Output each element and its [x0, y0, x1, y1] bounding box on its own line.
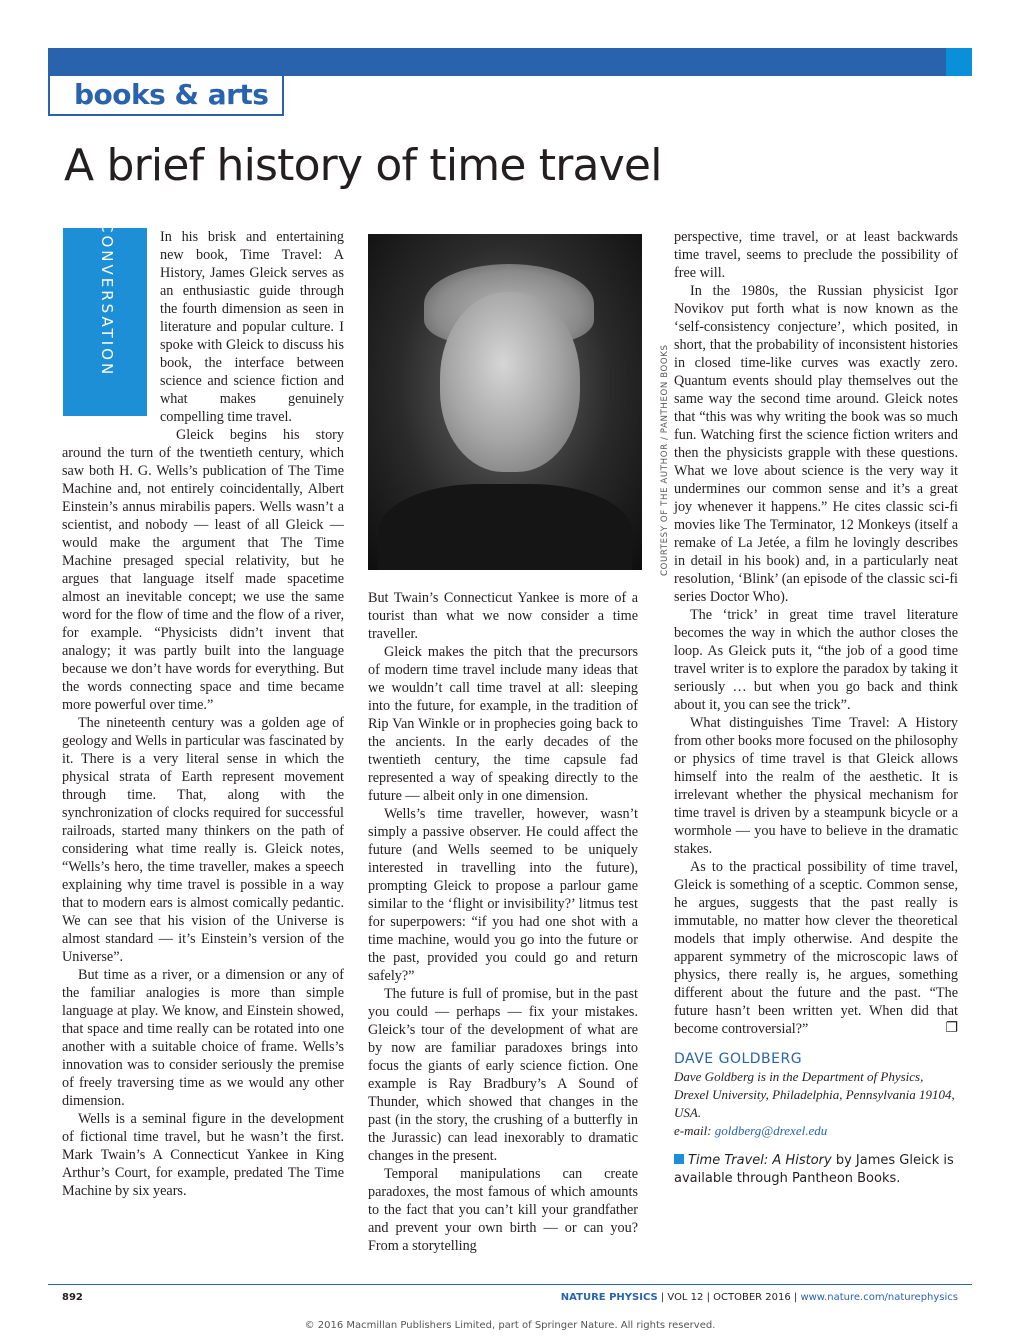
portrait-face — [440, 292, 580, 472]
paragraph: The ‘trick’ in great time travel literature becomes the way in which the author closes the loop. As Gleick puts it, “the job of a good time travel writer is to explore the paradox by taking it seriously … but when you go back and think about it, you can see the trick”. — [674, 607, 958, 713]
paragraph: But Twain’s Connecticut Yankee is more of a tourist than what we now consider a time traveller. — [368, 590, 638, 642]
paragraph: perspective, time travel, or at least backwards time travel, seems to preclude the possibility of free will. — [674, 229, 958, 281]
book-note — [674, 1152, 958, 1188]
photo-credit: COURTESY OF THE AUTHOR / PANTHEON BOOKS — [660, 344, 670, 576]
author-email-link[interactable]: goldberg@drexel.edu — [714, 1123, 828, 1138]
issue-info: | VOL 12 | OCTOBER 2016 | — [657, 1292, 801, 1303]
article-headline: A brief history of time travel — [64, 140, 662, 191]
paragraph — [674, 858, 958, 1038]
square-bullet-icon — [674, 1154, 684, 1164]
email-label: e-mail: — [674, 1123, 715, 1138]
journal-info — [561, 1292, 958, 1303]
copyright-notice: © 2016 Macmillan Publishers Limited, part of Springer Nature. All rights reserved. — [304, 1320, 716, 1331]
paragraph: Gleick begins his story around the turn of the twentieth century, which saw both H. G. Wells’s publication of The Time Machine and, not entirely coincidentally, Albert Einstein’s annus mirabilis papers. Wells wasn’t a scientist, and nobody — least of all Gleick — would make the argument that The Time Machine presaged special relativity, but he argues that language itself made spacetime almost an inevitable concept; we use the same word for the flow of time and the flow of a river, for example. “Physicists didn’t invent that analogy; it was partly built into the language because we don’t have words for everything. But the words connecting space and time became more powerful over time.” — [62, 427, 344, 713]
author-bio — [674, 1068, 958, 1140]
page-number: 892 — [62, 1292, 83, 1303]
book-title: Time Travel: A History — [688, 1153, 832, 1168]
paragraph: What distinguishes Time Travel: A History from other books more focused on the philosophy or physics of time travel is that Gleick allows himself into the realm of the aesthetic. It is irrelevant whether the physical mechanism for time travel is driven by a steampunk bicycle or a wormhole — you have to believe in the dramatic stakes. — [674, 715, 958, 857]
paragraph: Wells is a seminal figure in the development of fictional time travel, but he wasn’t the first. Mark Twain’s A Connecticut Yankee in King Arthur’s Court, for example, predated The Time Machine by six years. — [62, 1111, 344, 1199]
paragraph: In his brisk and entertaining new book, Time Travel: A History, James Gleick serves as an enthusiastic guide through the fourth dimension as seen in literature and popular culture. I spoke with Gleick to discuss his book, the interface between science and science fiction and what makes genuinely compelling time travel. — [160, 229, 344, 425]
paragraph: In the 1980s, the Russian physicist Igor Novikov put forth what is now known as the ‘self-consistency conjecture’, which posited, in short, that the probability of inconsistent histories in closed time-like curves was exactly zero. Quantum events should play themselves out the same way the second time around. Gleick notes that “this was why writing the book was so much fun. Watching first the science fiction writers and then the physicists grapple with these questions. What we love about science is the very way it undermines our common sense and it’s a great joy whenever it happens.” He cites classic sci-fi movies like The Terminator, 12 Monkeys (itself a remake of La Jetée, a film he lovingly describes in detail in his book) and, in a particularly neat resolution, ‘Blink’ (an episode of the classic sci-fi series Doctor Who). — [674, 283, 958, 605]
paragraph: Temporal manipulations can create paradoxes, the most famous of which amounts to the fact that you can’t kill your grandfather and prevent your own birth — or can you? From a storytelling — [368, 1166, 638, 1254]
paragraph: But time as a river, or a dimension or any of the familiar analogies is more than simple language at play. We know, and Einstein showed, that space and time really can be rotated into one another with a suitable choice of frame. Wells’s innovation was to consider seriously the premise of freely traversing time as we would any other dimension. — [62, 967, 344, 1109]
author-portrait-photo — [368, 234, 642, 570]
footer-divider — [48, 1284, 972, 1285]
section-bar — [48, 48, 972, 76]
tab-wrap-spacer — [62, 228, 160, 436]
paragraph-text: As to the practical possibility of time travel, Gleick is something of a sceptic. Common sense, he argues, suggests that the past really is immutable, no matter how clever the theoretical models that imply otherwise. And despite the apparent symmetry of the microscopic laws of physics, there really is, he argues, something different about the future and the past. “The future hasn’t been written yet. When did that become controversial?” — [674, 859, 958, 1037]
column-3 — [674, 228, 958, 1188]
section-label: books & arts — [74, 78, 269, 111]
column-1 — [62, 228, 344, 1200]
paragraph: The nineteenth century was a golden age of geology and Wells in particular was fascinated by it. There is a very literal sense in which the physical strata of Earth represent movement through time. That, along with the synchronization of clocks required for successful railroads, started many thinkers on the path of considering what time really is. Gleick notes, “Wells’s hero, the time traveller, makes a speech explaining why time travel is possible in a way that to modern ears is almost comically pedantic. We can see that his vision of the Universe is almost standard — it’s Einstein’s version of the Universe”. — [62, 715, 344, 965]
paragraph: The future is full of promise, but in the past you could — perhaps — fix your mistakes. Gleick’s tour of the development of what are by now are familiar paradoxes brings into focus the giants of early science fiction. One example is Ray Bradbury’s A Sound of Thunder, which showed that changes in the past (in the story, the crushing of a butterfly in the Jurassic) can lead inexorably to dramatic changes in the present. — [368, 986, 638, 1164]
author-bio-text: Dave Goldberg is in the Department of Physics, Drexel University, Philadelphia, Pennsylvania 19104, USA. — [674, 1069, 955, 1120]
end-mark-icon: ❐ — [945, 1021, 958, 1036]
journal-name: NATURE PHYSICS — [560, 1292, 658, 1303]
portrait-shirt — [378, 484, 632, 570]
conversation-tab-label: CONVERSATION — [98, 222, 116, 378]
journal-url-link[interactable]: www.nature.com/naturephysics — [800, 1292, 958, 1303]
section-bar-accent — [946, 48, 972, 76]
column-2 — [368, 589, 638, 1255]
photo-credit-wrap — [660, 340, 674, 580]
paragraph: Wells’s time traveller, however, wasn’t simply a passive observer. He could affect the future (and Wells seemed to be uniquely interested in travelling into the future), prompting Gleick to propose a parlour game similar to the ‘flight or invisibility?’ litmus test for superpowers: “if you had one shot with a time machine, would you go into the future or the past, provided you could go and return safely?” — [368, 806, 638, 984]
book-note-text: by James Gleick is available through Pantheon Books. — [674, 1153, 954, 1186]
author-name: DAVE GOLDBERG — [674, 1051, 803, 1067]
paragraph: Gleick makes the pitch that the precursors of modern time travel include many ideas that we wouldn’t call time travel at all: sleeping into the future, for example, in the tradition of Rip Van Winkle or in prophecies going back to the ancients. In the early decades of the twentieth century, the time capsule fad represented a way of speaking directly to the future — albeit only in one dimension. — [368, 644, 638, 804]
